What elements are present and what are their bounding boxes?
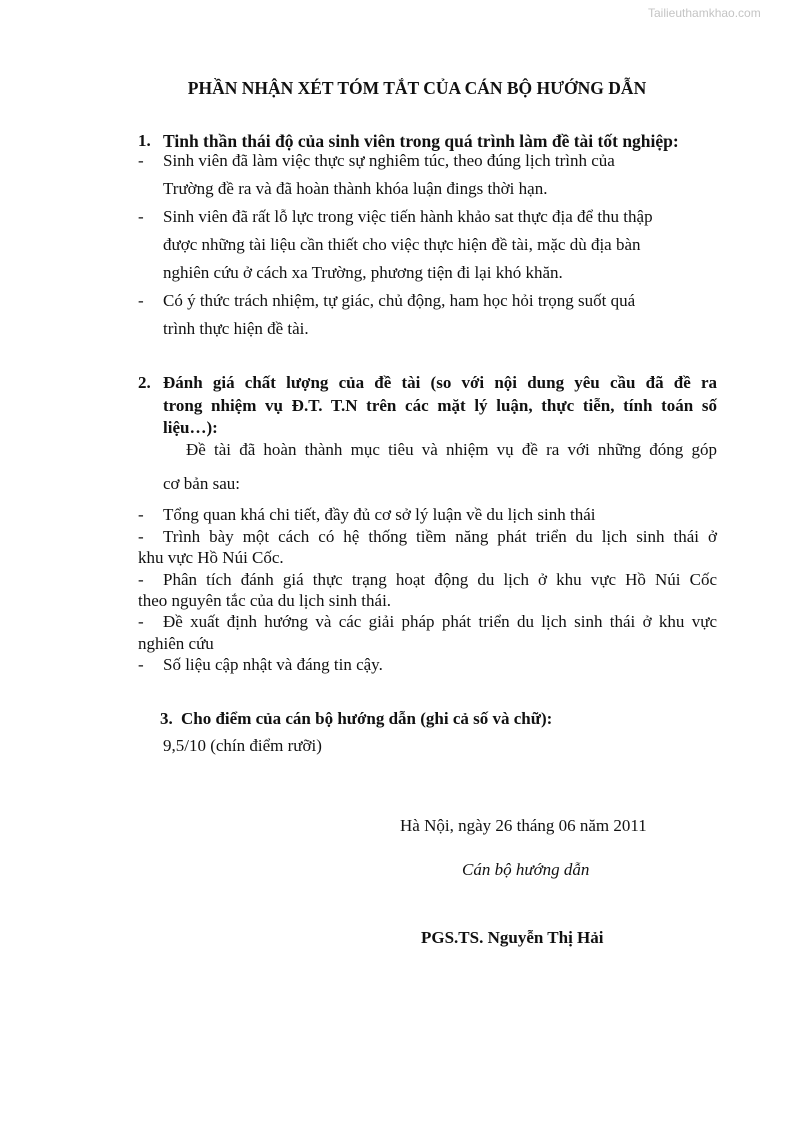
section2-heading: liệu…): (163, 418, 218, 437)
section2-bullet: nghiên cứu (138, 634, 214, 653)
section2-heading: Đánh giá chất lượng của đề tài (so với nội dung yêu cầu đã đề ra (163, 373, 717, 392)
page-title: PHẦN NHẬN XÉT TÓM TẮT CỦA CÁN BỘ HƯỚNG DẪN (187, 78, 647, 98)
dash: - (138, 612, 144, 631)
section2-heading: trong nhiệm vụ Đ.T. T.N trên các mặt lý luận, thực tiễn, tính toán số (163, 396, 717, 415)
section2-bullet: Phân tích đánh giá thực trạng hoạt động du lịch ở khu vực Hồ Núi Cốc (163, 570, 717, 589)
signature-date: Hà Nội, ngày 26 tháng 06 năm 2011 (400, 816, 647, 835)
section2-bullet: Trình bày một cách có hệ thống tiềm năng phát triển du lịch sinh thái ở (163, 527, 717, 546)
section1-line: Sinh viên đã làm việc thực sự nghiêm túc, theo đúng lịch trình của (163, 151, 615, 170)
dash: - (138, 570, 144, 589)
signature-name: PGS.TS. Nguyễn Thị Hải (421, 928, 604, 947)
section2-bullet: Số liệu cập nhật và đáng tin cậy. (163, 655, 383, 674)
section2-bullet: theo nguyên tắc của du lịch sinh thái. (138, 591, 392, 610)
dash: - (138, 291, 144, 310)
section1-heading: Tinh thần thái độ của sinh viên trong quá trình làm đề tài tốt nghiệp: (163, 131, 679, 151)
section2-bullet: Tổng quan khá chi tiết, đầy đủ cơ sở lý luận về du lịch sinh thái (163, 505, 596, 524)
section1-line: Trường đề ra và đã hoàn thành khóa luận đings thời hạn. (163, 179, 548, 198)
section2-bullet: Đề xuất định hướng và các giải pháp phát triển du lịch sinh thái ở khu vực (163, 612, 717, 631)
dash: - (138, 505, 144, 524)
section1-line: Sinh viên đã rất lỗ lực trong việc tiến hành khảo sat thực địa để thu thập (163, 207, 653, 226)
section1-line: nghiên cứu ở cách xa Trường, phương tiện đi lại khó khăn. (163, 263, 563, 282)
section2-number: 2. (138, 373, 151, 392)
dash: - (138, 151, 144, 170)
section2-intro: Đề tài đã hoàn thành mục tiêu và nhiệm vụ đề ra với những đóng góp (186, 440, 717, 459)
dash: - (138, 207, 144, 226)
score: 9,5/10 (chín điểm rưỡi) (163, 736, 322, 755)
section3-heading: Cho điểm của cán bộ hướng dẫn (ghi cả số và chữ): (181, 709, 553, 728)
section1-line: trình thực hiện đề tài. (163, 319, 309, 338)
section2-intro: cơ bản sau: (163, 474, 240, 493)
section1-line: được những tài liệu cần thiết cho việc thực hiện đề tài, mặc dù địa bàn (163, 235, 641, 254)
signature-role: Cán bộ hướng dẫn (462, 860, 590, 879)
section2-bullet: khu vực Hồ Núi Cốc. (138, 548, 284, 567)
section1-line: Có ý thức trách nhiệm, tự giác, chủ động, ham học hỏi trọng suốt quá (163, 291, 636, 310)
watermark: Tailieuthamkhao.com (648, 6, 761, 20)
dash: - (138, 655, 144, 674)
dash: - (138, 527, 144, 546)
section3-number: 3. (160, 709, 173, 728)
section1-number: 1. (138, 131, 151, 150)
